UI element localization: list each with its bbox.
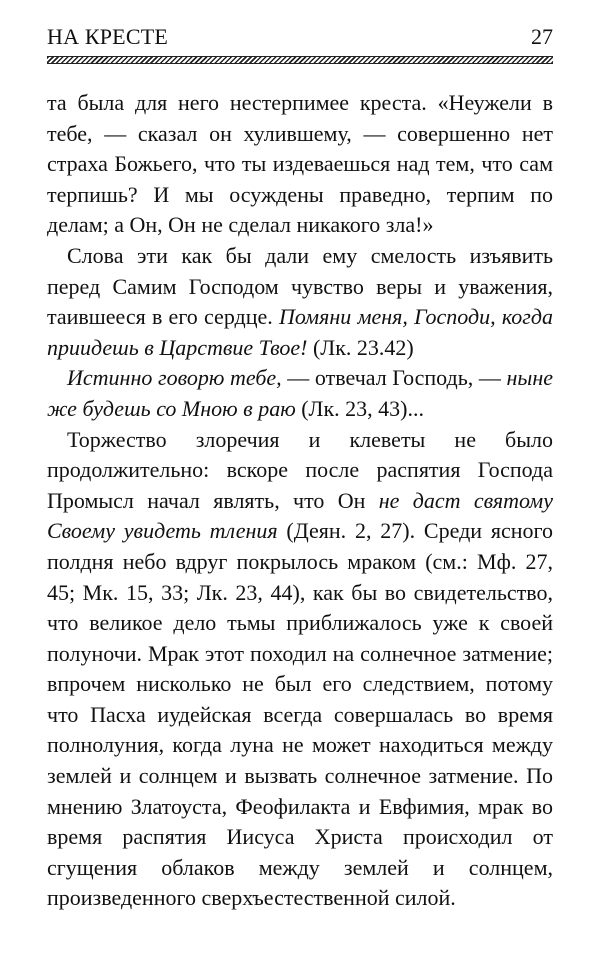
body-text — [47, 88, 553, 914]
text-segment: Слова эти как бы дали ему смелость изъявить перед Самим Господом чувство веры и уважения, таившееся в его сердце. — [47, 242, 553, 330]
text-segment: (Лк. 23, 43)... — [295, 395, 424, 421]
italic-quote: Помяни меня, Господи, когда приидешь в Царствие Твое! — [47, 304, 554, 360]
header-rule — [47, 56, 553, 64]
text-segment: та была для него нестерпимее креста. «Неужели в тебе, — сказал он хулившему, — совершенно нет страха Божьего, что ты издеваешься над тем, что сам терпишь? И мы осуждены праведно, терпим по делам; а Он, Он не сделал никакого зла!» — [47, 90, 553, 238]
paragraph — [47, 241, 553, 363]
text-segment: Торжество злоречия и клеветы не было продолжительно: вскоре после распятия Господа Промысл начал являть, что Он — [47, 426, 553, 513]
italic-quote: не даст святому Своему увидеть тления — [47, 487, 553, 544]
text-segment: (Деян. 2, 27). Среди ясного полдня небо вдруг покрылось мраком (см.: Мф. 27, 45; Мк. 15, 33; Лк. 23, 44), как бы во свидетельство, что великое дело тьмы приближалось уже к своей полуночи. Мрак этот походил на солнечное затмение; впрочем нисколько не был его следствием, потому что Пасха иудейская всегда совершалась во время полнолуния, когда луна не может находиться между землей и солнцем и вызвать солнечное затмение. По мнению Златоуста, Феофилакта и Евфимия, мрак во время распятия Иисуса Христа происходил от сгущения облаков между землей и солнцем, произведенного сверхъестественной силой. — [47, 518, 553, 911]
page-number: 27 — [531, 24, 553, 49]
page-header — [47, 18, 553, 54]
italic-quote: ныне же будешь со Мною в раю — [47, 365, 554, 421]
italic-quote: Истинно говорю тебе, — [67, 365, 282, 391]
running-title: НА КРЕСТЕ — [47, 24, 168, 49]
paragraph — [47, 363, 553, 424]
paragraph — [47, 88, 553, 241]
text-segment: — отвечал Господь, — — [281, 365, 507, 391]
paragraph — [47, 425, 553, 915]
text-segment: (Лк. 23.42) — [307, 334, 414, 360]
